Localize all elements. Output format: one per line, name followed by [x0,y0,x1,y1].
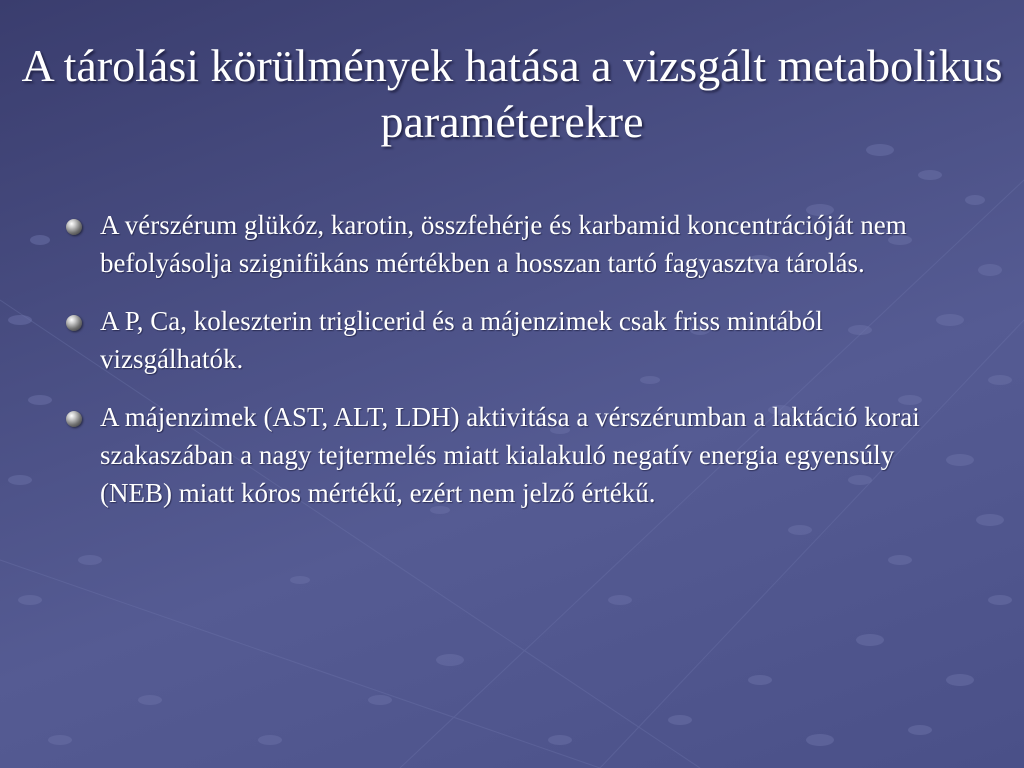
bullet-text: A vérszérum glükóz, karotin, összfehérje és karbamid koncentrációját nem befolyásolja szignifikáns mértékben a hosszan tartó fagyasztva tárolás. [100,210,907,278]
slide-title: A tárolási körülmények hatása a vizsgált metabolikus paraméterekre [21,40,1003,147]
bullet-item [62,398,962,512]
sphere-bullet-icon [66,315,82,331]
sphere-bullet-icon [66,219,82,235]
bullet-item [62,302,962,378]
bullet-list [62,206,962,512]
bullet-text: A P, Ca, koleszterin triglicerid és a májenzimek csak friss mintából vizsgálhatók. [100,306,823,374]
bullet-text: A májenzimek (AST, ALT, LDH) aktivitása a vérszérumban a laktáció korai szakaszában a nagy tejtermelés miatt kialakuló negatív energia egyensúly (NEB) miatt kóros mértékű, ezért nem jelző értékű. [100,402,920,508]
sphere-bullet-icon [66,411,82,427]
bullet-item [62,206,962,282]
